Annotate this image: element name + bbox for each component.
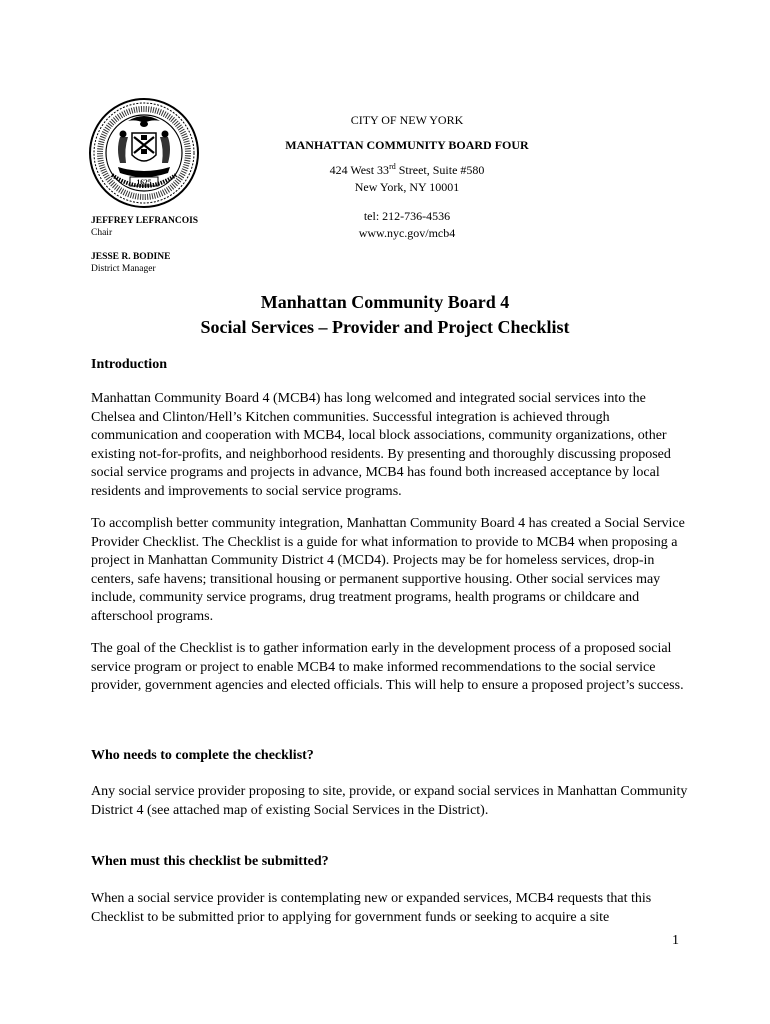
- website-link[interactable]: www.nyc.gov/mcb4: [358, 226, 456, 240]
- officer-name: JESSE R. BODINE: [91, 252, 171, 262]
- officer-name: JEFFREY LEFRANCOIS: [91, 216, 199, 226]
- city-of-new-york-seal-icon: [88, 97, 200, 209]
- officer-role: Chair: [91, 228, 113, 238]
- letterhead: [270, 112, 544, 242]
- introduction-heading: Introduction: [91, 357, 167, 372]
- officer-role: District Manager: [91, 264, 156, 274]
- when-heading: When must this checklist be submitted?: [91, 854, 329, 869]
- board-name: MANHATTAN COMMUNITY BOARD FOUR: [285, 138, 529, 152]
- who-heading: Who needs to complete the checklist?: [91, 748, 314, 763]
- city-name: CITY OF NEW YORK: [350, 113, 464, 127]
- document-title: [0, 290, 770, 340]
- title-line-2: Social Services – Provider and Project Checklist: [200, 317, 570, 337]
- seal-year: 1625: [136, 177, 152, 187]
- telephone: tel: 212-736-4536: [363, 209, 451, 223]
- intro-paragraph-1: Manhattan Community Board 4 (MCB4) has long welcomed and integrated social services into the Chelsea and Clinton/Hell’s Kitchen communities. Successful integration is achieved through communication and cooperation with MCB4, local block associations, community organizations, other existing not-for-profits, and neighborhood residents. By presenting and thoroughly discussing proposed social service programs and projects in advance, MCB4 has found both increased acceptance by local residents and improvements to social service programs.: [91, 391, 671, 499]
- title-line-1: Manhattan Community Board 4: [260, 292, 510, 312]
- when-paragraph: When a social service provider is contemplating new or expanded services, MCB4 requests that this Checklist to be submitted prior to applying for government funds or seeking to acquire a site: [91, 891, 652, 925]
- who-paragraph: Any social service provider proposing to site, provide, or expand social services in Manhattan Community District 4 (see attached map of existing Social Services in the District).: [91, 784, 688, 818]
- address-line-1: 424 West 33rd Street, Suite #580: [329, 162, 485, 177]
- officer-chair: [91, 215, 198, 239]
- intro-paragraph-3: The goal of the Checklist is to gather information early in the development process of a proposed social service program or project to enable MCB4 to make informed recommendations to the social service provider, government agencies and elected officials. This will help to ensure a proposed project’s success.: [91, 641, 684, 693]
- address-line-2: New York, NY 10001: [354, 180, 460, 194]
- page-number: 1: [672, 933, 679, 948]
- intro-paragraph-2: To accomplish better community integration, Manhattan Community Board 4 has created a Social Service Provider Checklist. The Checklist is a guide for what information to provide to MCB4 when proposing a project in Manhattan Community District 4 (MCD4). Projects may be for homeless services, drop-in centers, safe havens; transitional housing or permanent supportive housing. Other social services may include, community service programs, drug treatment programs, health programs or childcare and afterschool programs.: [91, 516, 685, 624]
- officer-district-manager: [91, 251, 170, 275]
